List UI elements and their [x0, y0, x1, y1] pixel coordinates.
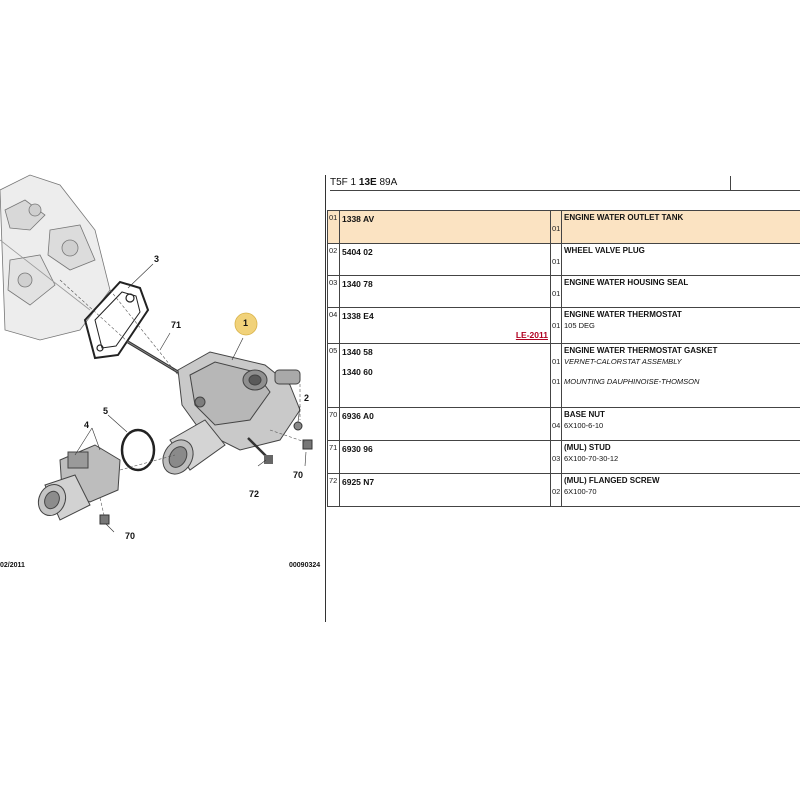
quantity-alt: 01 [552, 377, 561, 386]
part-number[interactable]: 6936 A0 [342, 411, 374, 421]
part-description: ENGINE WATER THERMOSTAT [564, 310, 682, 319]
part-description: BASE NUT [564, 410, 605, 419]
date-tag-link[interactable]: LE-2011 [515, 330, 548, 340]
parts-row[interactable] [328, 441, 800, 474]
part-number[interactable]: 6925 N7 [342, 477, 375, 487]
item-index: 04 [328, 308, 340, 344]
callout-4[interactable]: 4 [84, 420, 90, 430]
diagram-date: 02/2011 [0, 562, 25, 569]
part-description: WHEEL VALVE PLUG [564, 246, 645, 255]
part-number[interactable]: 1340 78 [342, 279, 373, 289]
parts-row[interactable] [328, 276, 800, 308]
ref-suffix: 89A [379, 177, 398, 188]
header-rule [330, 190, 800, 191]
part-description: ENGINE WATER HOUSING SEAL [564, 278, 689, 287]
part-number[interactable]: 1340 58 [342, 347, 373, 357]
callout-70-bottom[interactable]: 70 [125, 531, 136, 541]
base-nut-drawing-bottom [100, 515, 109, 524]
part-number-alt[interactable]: 1340 60 [342, 367, 373, 377]
item-index: 05 [328, 344, 340, 408]
parts-row[interactable] [328, 474, 800, 507]
quantity: 02 [552, 487, 561, 496]
group-reference [330, 177, 397, 188]
part-number[interactable]: 1338 AV [342, 214, 375, 224]
part-variant: VERNET-CALORSTAT ASSEMBLY [564, 357, 682, 366]
quantity: 01 [552, 257, 561, 266]
item-index: 71 [328, 441, 340, 474]
ref-bold: 13E [358, 177, 377, 188]
diagram-reference: 00090324 [289, 562, 321, 569]
part-description: ENGINE WATER OUTLET TANK [564, 213, 684, 222]
parts-table [327, 210, 800, 507]
callout-5[interactable]: 5 [103, 406, 109, 416]
parts-row[interactable] [328, 308, 800, 344]
part-number[interactable]: 6930 96 [342, 444, 373, 454]
part-number[interactable]: 5404 02 [342, 247, 373, 257]
parts-row[interactable] [328, 244, 800, 276]
callout-2[interactable]: 2 [304, 393, 310, 403]
item-index: 72 [328, 474, 340, 507]
item-index: 03 [328, 276, 340, 308]
base-nut-drawing-right [303, 440, 312, 449]
part-spec: 6X100-6-10 [564, 421, 604, 430]
part-description: ENGINE WATER THERMOSTAT GASKET [564, 346, 718, 355]
diagram-drawing [0, 170, 325, 590]
panel-divider [325, 175, 326, 622]
quantity: 01 [552, 321, 561, 330]
callout-70-right[interactable]: 70 [293, 470, 304, 480]
part-description: (MUL) STUD [564, 443, 611, 452]
parts-row[interactable] [328, 344, 800, 408]
callout-72[interactable]: 72 [249, 489, 260, 499]
part-number[interactable]: 1338 E4 [342, 311, 374, 321]
header-tick [730, 176, 731, 190]
item-index: 01 [328, 211, 340, 244]
quantity: 04 [552, 421, 561, 430]
quantity: 03 [552, 454, 561, 463]
part-spec: 105 DEG [564, 321, 595, 330]
wheel-valve-plug-drawing [294, 422, 302, 430]
thermostat-drawing [33, 445, 120, 520]
item-index: 70 [328, 408, 340, 441]
quantity: 01 [552, 224, 561, 233]
engine-block [0, 175, 110, 340]
callout-3[interactable]: 3 [154, 254, 160, 264]
quantity: 01 [552, 289, 561, 298]
part-spec: 6X100-70 [564, 487, 597, 496]
quantity: 01 [552, 357, 561, 366]
item-index: 02 [328, 244, 340, 276]
callout-1[interactable]: 1 [243, 318, 249, 328]
callout-71[interactable]: 71 [171, 320, 182, 330]
ref-prefix: T5F 1 [330, 177, 357, 188]
parts-row[interactable] [328, 408, 800, 441]
exploded-diagram [0, 170, 325, 590]
part-variant-alt: MOUNTING DAUPHINOISE-THOMSON [564, 377, 700, 386]
part-description: (MUL) FLANGED SCREW [564, 476, 660, 485]
part-spec: 6X100-70-30-12 [564, 454, 619, 463]
thermostat-gasket-ring [122, 430, 154, 470]
parts-row[interactable] [328, 211, 800, 244]
